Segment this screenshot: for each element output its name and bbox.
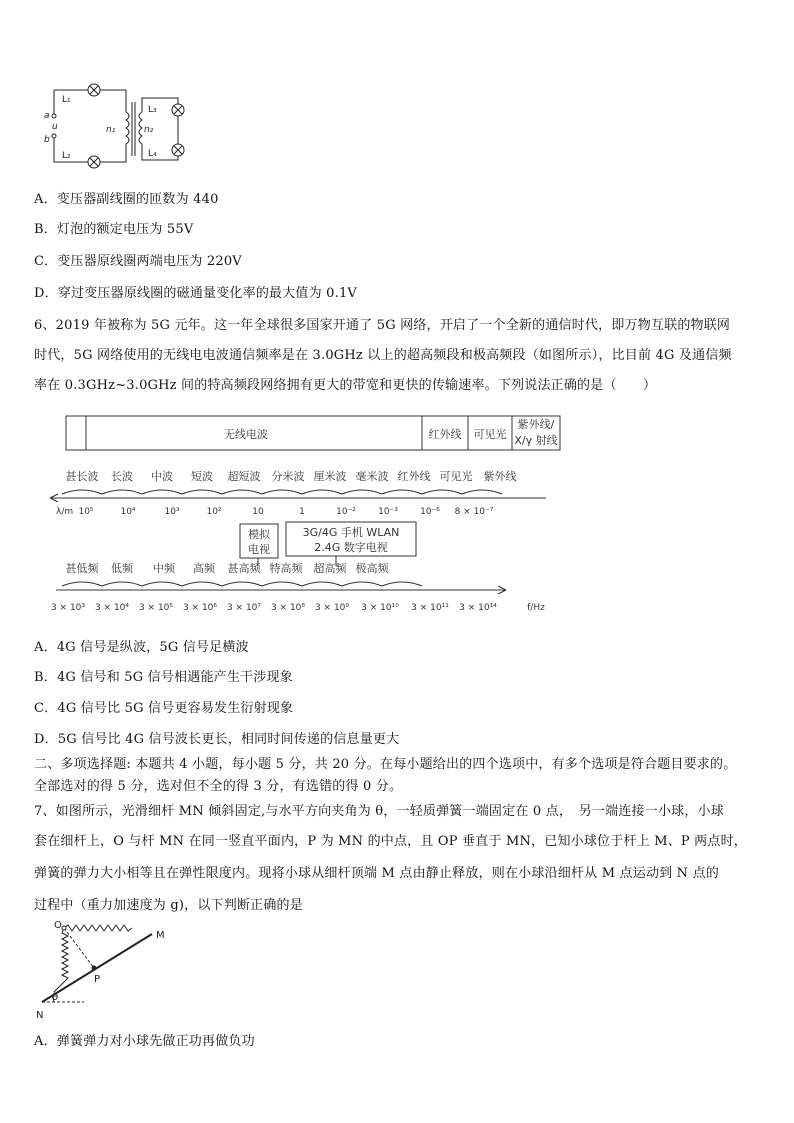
- freq-name: 高频: [193, 562, 215, 575]
- freq-axis-label: f/Hz: [527, 603, 545, 613]
- q6-stem-line-2: 时代，5G 网络使用的无线电电波通信频率是在 3.0GHz 以上的超高频段和极高频段（如图所示），比目前 4G 及通信频: [34, 348, 732, 363]
- wlan-box-line-1: 3G/4G 手机 WLAN: [302, 526, 400, 539]
- band-xray: X/γ 射线: [514, 434, 558, 447]
- label-a: a: [44, 111, 50, 121]
- em-spectrum-figure: [46, 414, 566, 620]
- wave-name: 厘米波: [313, 470, 347, 483]
- band-infrared: 红外线: [428, 428, 462, 441]
- lambda-tick: 10²: [206, 507, 222, 517]
- freq-tick: 3 × 10⁹: [314, 603, 350, 613]
- freq-tick: 3 × 10⁷: [226, 603, 262, 613]
- q7-stem-line-3: 弹簧的弹力大小相等且在弹性限度内。现将小球从细杆顶端 M 点由静止释放，则在小球沿细杆从 M 点运动到 N 点的: [34, 866, 719, 881]
- q7-option-a: A．弹簧弹力对小球先做正功再做负功: [34, 1034, 255, 1049]
- freq-name: 超高频: [313, 562, 347, 575]
- label-l1: L₁: [62, 95, 71, 105]
- wave-name: 短波: [191, 470, 213, 483]
- freq-tick: 3 × 10⁶: [182, 603, 218, 613]
- q5-option-b: B．灯泡的额定电压为 55V: [34, 222, 194, 237]
- freq-name: 特高频: [269, 562, 303, 575]
- band-visible: 可见光: [473, 428, 507, 441]
- q6-option-b: B．4G 信号和 5G 信号相遇能产生干涉现象: [34, 670, 293, 685]
- band-radio: 无线电波: [224, 428, 268, 441]
- wlan-box-line-2: 2.4G 数字电视: [314, 541, 388, 554]
- label-m: M: [156, 930, 165, 941]
- freq-tick: 3 × 10¹⁴: [459, 603, 497, 613]
- wave-name: 红外线: [397, 470, 431, 483]
- section2-line-1: 二、多项选择题: 本题共 4 小题，每小题 5 分，共 20 分。在每小题给出的四个选项中，有多个选项是符合题目要求的。: [34, 757, 737, 772]
- wave-name: 毫米波: [355, 470, 389, 483]
- freq-tick: 3 × 10⁴: [94, 603, 130, 613]
- freq-tick: 3 × 10¹¹: [411, 603, 449, 613]
- freq-tick: 3 × 10⁸: [270, 603, 306, 613]
- q7-stem-line-4: 过程中（重力加速度为 g)，以下判断正确的是: [34, 898, 303, 913]
- q6-option-a: A．4G 信号是纵波，5G 信号足横波: [34, 640, 249, 655]
- label-n: N: [36, 1010, 44, 1021]
- freq-tick: 3 × 10¹⁰: [361, 603, 399, 613]
- freq-name: 极高频: [355, 562, 389, 575]
- wave-name: 分米波: [271, 470, 305, 483]
- band-uv: 紫外线/: [517, 418, 555, 431]
- q7-stem-line-1: 7、如图所示，光滑细杆 MN 倾斜固定,与水平方向夹角为 θ，一轻质弹簧一端固定在 0 点， 另一端连接一小球，小球: [34, 804, 724, 819]
- lambda-tick: 10: [252, 507, 264, 517]
- wave-name: 可见光: [439, 470, 473, 483]
- label-l3: L₃: [148, 105, 157, 115]
- q6-option-c: C．4G 信号比 5G 信号更容易发生衍射现象: [34, 701, 294, 716]
- lambda-tick: 10⁵: [78, 507, 94, 517]
- lambda-tick: 10³: [164, 507, 180, 517]
- q6-stem-line-1: 6、2019 年被称为 5G 元年。这一年全球很多国家开通了 5G 网络，开启了一个全新的通信时代，即万物互联的物联网: [34, 318, 731, 333]
- lambda-tick: 10⁻⁶: [420, 507, 440, 517]
- freq-tick: 3 × 10⁵: [138, 603, 174, 613]
- tv-box-line-1: 模拟: [248, 528, 270, 541]
- q5-option-c: C．变压器原线圈两端电压为 220V: [34, 254, 242, 269]
- label-l2: L₂: [62, 151, 71, 161]
- section2-line-2: 全部选对的得 5 分，选对但不全的得 3 分，有选错的得 0 分。: [34, 779, 403, 794]
- q6-stem-line-3: 率在 0.3GHz~3.0GHz 间的特高频段网络拥有更大的带宽和更快的传输速率。下列说法正确的是（ ）: [34, 378, 657, 393]
- spring-rod-figure: [34, 918, 174, 1026]
- label-u: u: [52, 122, 58, 132]
- lambda-tick: 1: [299, 507, 305, 517]
- label-n1: n₁: [106, 125, 116, 135]
- q7-stem-line-2: 套在细杆上，O 与杆 MN 在同一竖直平面内，P 为 MN 的中点，且 OP 垂直于 MN，已知小球位于杆上 M、P 两点时，: [34, 834, 747, 849]
- q5-option-d: D．穿过变压器原线圈的磁通量变化率的最大值为 0.1V: [34, 286, 358, 301]
- wave-name: 紫外线: [483, 470, 517, 483]
- lambda-axis-label: λ/m: [56, 507, 74, 517]
- label-o: O: [54, 920, 62, 931]
- wave-name: 中波: [151, 470, 173, 483]
- label-l4: L₄: [148, 149, 157, 159]
- freq-name: 甚高频: [227, 562, 261, 575]
- freq-name: 中频: [153, 562, 175, 575]
- wave-name: 甚长波: [65, 470, 99, 483]
- transformer-circuit-figure: [40, 80, 200, 176]
- lambda-tick: 10⁴: [120, 507, 136, 517]
- q5-option-a: A．变压器副线圈的匝数为 440: [34, 192, 219, 207]
- label-p: P: [94, 974, 101, 985]
- tv-box-line-2: 电视: [248, 543, 270, 556]
- lambda-tick: 8 × 10⁻⁷: [454, 507, 494, 517]
- label-b: b: [44, 135, 50, 145]
- wave-name: 超短波: [227, 470, 261, 483]
- q6-option-d: D．5G 信号比 4G 信号波长更长，相同时间传递的信息量更大: [34, 732, 400, 747]
- wave-name: 长波: [111, 470, 133, 483]
- lambda-tick: 10⁻²: [336, 507, 356, 517]
- freq-name: 甚低频: [65, 562, 99, 575]
- freq-name: 低频: [111, 562, 133, 575]
- label-theta: θ: [52, 992, 59, 1003]
- freq-tick: 3 × 10³: [50, 603, 86, 613]
- lambda-tick: 10⁻³: [378, 507, 398, 517]
- label-n2: n₂: [144, 125, 154, 135]
